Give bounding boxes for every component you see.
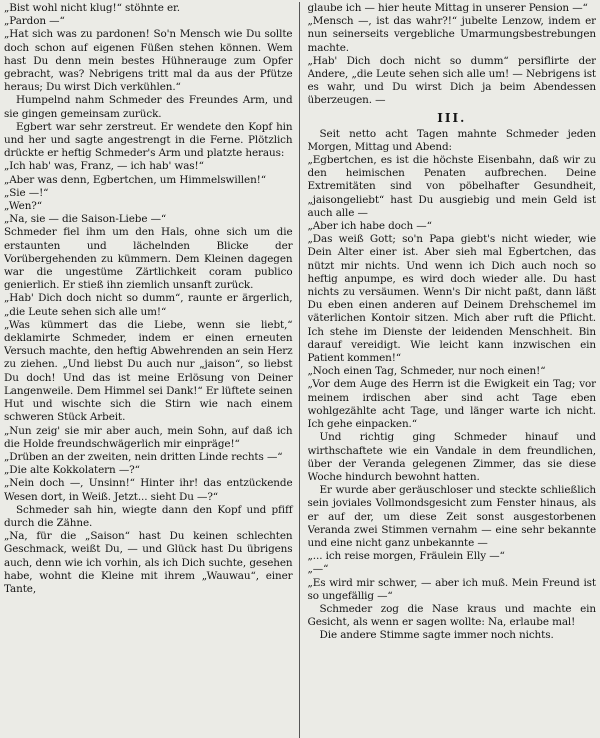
paragraph: glaube ich — hier heute Mittag in unserer Pension —“ xyxy=(307,2,588,14)
paragraph: „Das weiß Gott; so'n Papa giebt's nicht wieder, wie Dein Alter einer ist. Aber sieh mal Egbertchen, das nützt mir nichts. Und wenn ich Dich auch noch so heftig anpumpe, es wird doch wieder alle. Du hast nichts zu versäumen. Wenn's Dir nicht paßt, dann läßt Du eben einen anderen auf Deinem Drehschemel im väterlichen Kontoir sitzen. Mich aber ruft die Pflicht. Ich stehe im Dienste der leidenden Menschheit. Bin darauf vereidigt. Wie leicht kann inzwischen ein Patient kommen!“ xyxy=(307,233,596,365)
paragraph: Schmeder sah hin, wiegte dann den Kopf und pfiff durch die Zähne. xyxy=(4,503,293,529)
paragraph: „Mensch —, ist das wahr?!“ jubelte Lenzow, indem er nun seinerseits vergebliche Umarmungsbestrebungen machte. xyxy=(307,15,596,54)
paragraph: „Hab' Dich doch nicht so dumm“, raunte er ärgerlich, „die Leute sehen sich alle um!“ xyxy=(4,292,293,318)
left-column xyxy=(4,2,300,738)
right-column-top xyxy=(308,2,597,108)
paragraph: Und richtig ging Schmeder hinauf und wirthschaftete wie ein Vandale in dem freundlichen, über der Veranda gelegenen Zimmer, das sie diese Woche hindurch bewohnt hatten. xyxy=(307,431,596,483)
paragraph: „Aber ich habe doch —“ xyxy=(307,220,432,233)
paragraph: „Hab' Dich doch nicht so dumm“ persiflirte der Andere, „die Leute sehen sich alle um! — Nebrigens ist es wahr, und Du wirst Dich ja beim Abendessen überzeugen. — xyxy=(307,54,596,107)
paragraph: Schmeder zog die Nase kraus und machte ein Gesicht, als wenn er sagen wollte: Na, erlaube mal! xyxy=(307,602,596,629)
paragraph: „Pardon —“ xyxy=(4,15,65,28)
paragraph: Seit netto acht Tagen mahnte Schmeder jeden Morgen, Mittag und Abend: xyxy=(307,127,596,153)
paragraph: „Na, für die „Saison“ hast Du keinen schlechten Geschmack, weißt Du, — und Glück hast Du übrigens auch, denn wie ich vorhin, als ich Dich suchte, gesehen habe, wohnt die Kleine mit ihrem „Wauwau“, einer Tante, xyxy=(4,530,293,595)
paragraph: „Drüben an der zweiten, nein dritten Linde rechts —“ xyxy=(4,450,283,463)
paragraph: „Aber was denn, Egbertchen, um Himmelswillen!“ xyxy=(4,173,266,186)
paragraph: Er wurde aber geräuschloser und steckte schließlich sein joviales Vollmondsgesicht zum Fenster hinaus, als er auf der, um diese Zeit sonst ausgestorbenen Veranda zwei Stimmen vernahm — eine sehr bekannte und eine nicht ganz unbekannte — xyxy=(307,484,596,549)
paragraph: Die andere Stimme sagte immer noch nichts. xyxy=(319,629,554,642)
paragraph: „Nein doch —, Unsinn!“ Hinter ihr! das entzückende Wesen dort, in Weiß. Jetzt... sieht Du —?“ xyxy=(4,477,293,503)
paragraph: „Die alte Kokkolatern —?“ xyxy=(4,464,140,477)
paragraph: „Bist wohl nicht klug!“ stöhnte er. xyxy=(4,2,180,14)
paragraph: „Nun zeig' sie mir aber auch, mein Sohn, auf daß ich die Holde freundschwägerlich mir einpräge!“ xyxy=(4,424,293,450)
chapter-heading: III. xyxy=(437,110,467,125)
paragraph: „... ich reise morgen, Fräulein Elly —“ xyxy=(307,550,505,563)
paragraph: Humpelnd nahm Schmeder des Freundes Arm, und sie gingen gemeinsam zurück. xyxy=(4,94,293,120)
paragraph: Schmeder fiel ihm um den Hals, ohne sich um die erstaunten und lächelnden Blicke der Vorübergehenden zu kümmern. Dem Kleinen dagegen war die ungestüme Zärtlichkeit coram publico genierlich. Er stieß ihn ziemlich unsanft zurück. xyxy=(4,226,293,292)
paragraph: „—“ xyxy=(307,563,329,576)
paragraph: „Was kümmert das die Liebe, wenn sie liebt,“ deklamirte Schmeder, indem er einen erneuten Versuch machte, den heftig Abwehrenden an sein Herz zu ziehen. „Und liebst Du auch nur „jaison“, so liebst Du doch! Und das ist meine Erlösung von Deiner Langenweile. Dem Himmel sei Dank!“ Er lüftete seinen Hut und wischte sich die Stirn wie nach einem schweren Stück Arbeit. xyxy=(4,318,293,424)
paragraph: „Egbertchen, es ist die höchste Eisenbahn, daß wir zu den heimischen Penaten aufbrechen. Deine Extremitäten sind von pöbelhafter Gesundheit, „jaisongeliebt“ hast Du ausgiebig und mein Geld ist auch alle — xyxy=(307,154,596,219)
paragraph: „Es wird mir schwer, — aber ich muß. Mein Freund ist so ungefällig —“ xyxy=(307,576,596,602)
paragraph: „Wen?“ xyxy=(4,200,42,213)
paragraph: „Vor dem Auge des Herrn ist die Ewigkeit ein Tag; vor meinem irdischen aber sind acht Tage eben wohlgezählte acht Tage, und länger warte ich nicht. Ich gehe einpacken.“ xyxy=(307,378,596,431)
paragraph: Egbert war sehr zerstreut. Er wendete den Kopf hin und her und sagte angestrengt in die Ferne. Plötzlich drückte er heftig Schmeder's Arm und platzte heraus: xyxy=(4,120,293,160)
paragraph: „Sie —!“ xyxy=(4,186,49,199)
paragraph: „Na, sie — die Saison-Liebe —“ xyxy=(4,213,167,226)
right-column xyxy=(308,2,597,738)
paragraph: „Hat sich was zu pardonen! So'n Mensch wie Du sollte doch schon auf eigenen Füßen stehen können. Wem hast Du denn mein bestes Hühnerauge zum Opfer gebracht, was? Nebrigens tritt mal da aus der Pfütze heraus; Du wirst Dich verkühlen.“ xyxy=(4,28,293,94)
right-column-bottom xyxy=(308,128,597,643)
paragraph: „Noch einen Tag, Schmeder, nur noch einen!“ xyxy=(307,365,546,378)
paragraph: „Ich hab' was, Franz, — ich hab' was!“ xyxy=(4,160,204,173)
